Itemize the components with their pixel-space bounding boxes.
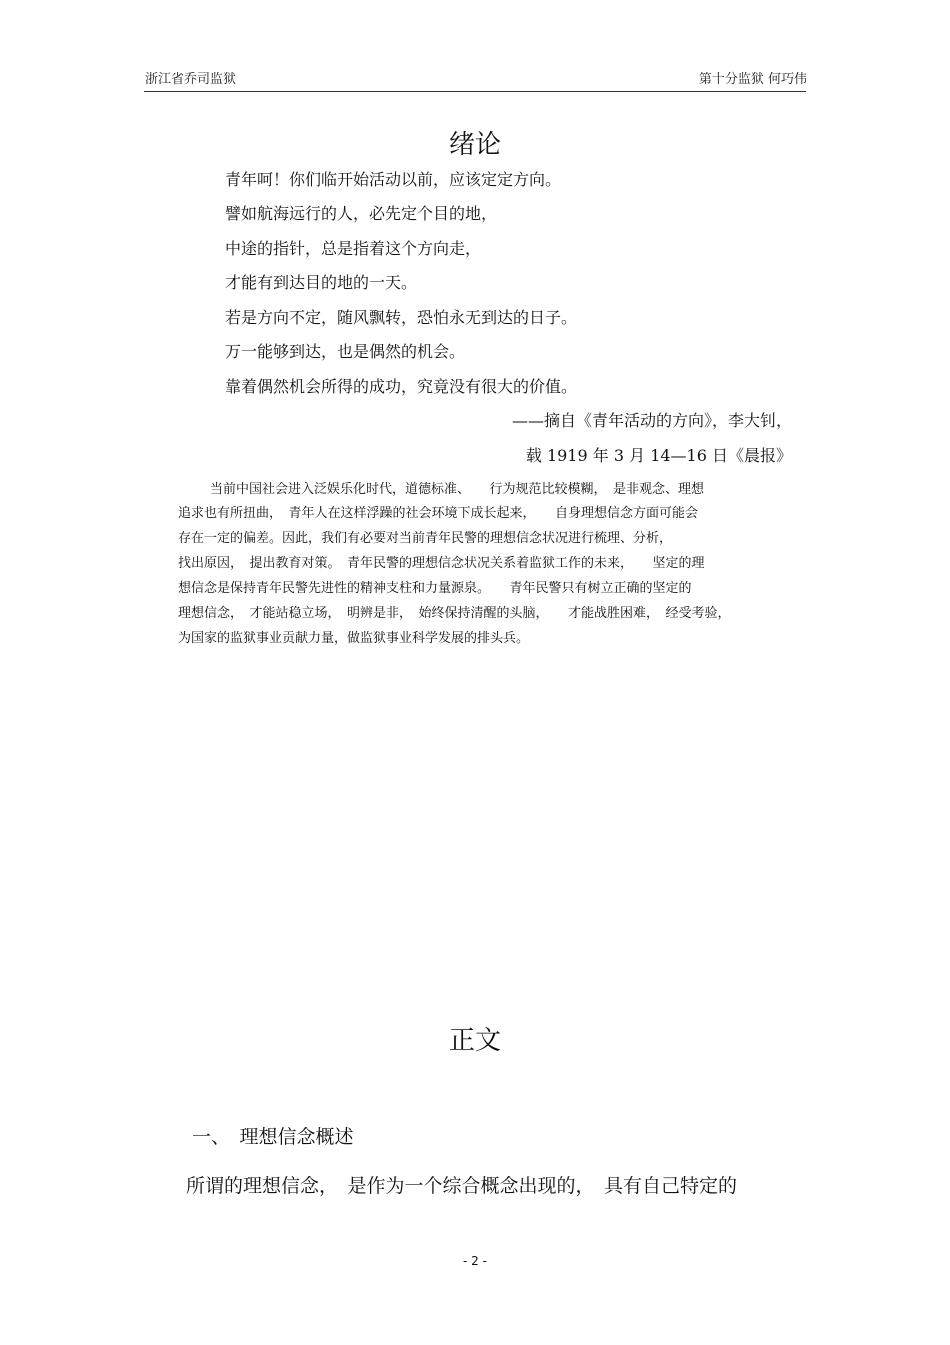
poem-line: 譬如航海远行的人，必先定个目的地， — [225, 204, 498, 223]
main-title: 正文 — [448, 1026, 501, 1056]
intro-paragraph-line: 存在一定的偏差。因此，我们有必要对当前青年民警的理想信念状况进行梳理、分析， — [178, 531, 673, 546]
poem-line: 青年呵！你们临开始活动以前，应该定定方向。 — [225, 170, 562, 189]
citation-date: 载 1919 年 3 月 14—16 日《晨报》 — [525, 446, 792, 465]
poem-line: 才能有到达目的地的一天。 — [225, 273, 418, 292]
poem-line: 若是方向不定，随风飘转，恐怕永无到达的日子。 — [225, 308, 578, 327]
intro-paragraph-line: 想信念是保持青年民警先进性的精神支柱和力量源泉。 青年民警只有树立正确的坚定的 — [178, 581, 692, 596]
intro-paragraph-line: 为国家的监狱事业贡献力量，做监狱事业科学发展的排头兵。 — [178, 631, 530, 646]
section-body-line: 所谓的理想信念， 是作为一个综合概念出现的， 具有自己特定的 — [186, 1175, 738, 1197]
header-author: 第十分监狱 何巧伟 — [698, 72, 807, 87]
poem-line: 中途的指针，总是指着这个方向走， — [225, 239, 482, 258]
intro-title: 绪论 — [448, 130, 501, 160]
intro-paragraph-line: 追求也有所扭曲， 青年人在这样浮躁的社会环境下成长起来， 自身理想信念方面可能会 — [178, 506, 699, 521]
intro-paragraph-line: 当前中国社会进入泛娱乐化时代，道德标准、 行为规范比较模糊， 是非观念、理想 — [210, 482, 705, 497]
poem-line: 靠着偶然机会所得的成功，究竟没有很大的价值。 — [225, 377, 578, 396]
intro-paragraph-line: 找出原因， 提出教育对策。 青年民警的理想信念状况关系着监狱工作的未来， 坚定的理 — [178, 556, 705, 571]
section-heading: 一、 理想信念概述 — [192, 1126, 354, 1148]
intro-paragraph-line: 理想信念， 才能站稳立场， 明辨是非， 始终保持清醒的头脑， 才能战胜困难， 经受考验， — [178, 606, 731, 621]
page-number: - 2 - — [463, 1254, 487, 1268]
header-divider — [144, 91, 806, 92]
poem-line: 万一能够到达，也是偶然的机会。 — [225, 342, 466, 361]
header-organization: 浙江省乔司监狱 — [145, 72, 237, 87]
citation-source: ——摘自《青年活动的方向》，李大钊， — [511, 411, 792, 430]
